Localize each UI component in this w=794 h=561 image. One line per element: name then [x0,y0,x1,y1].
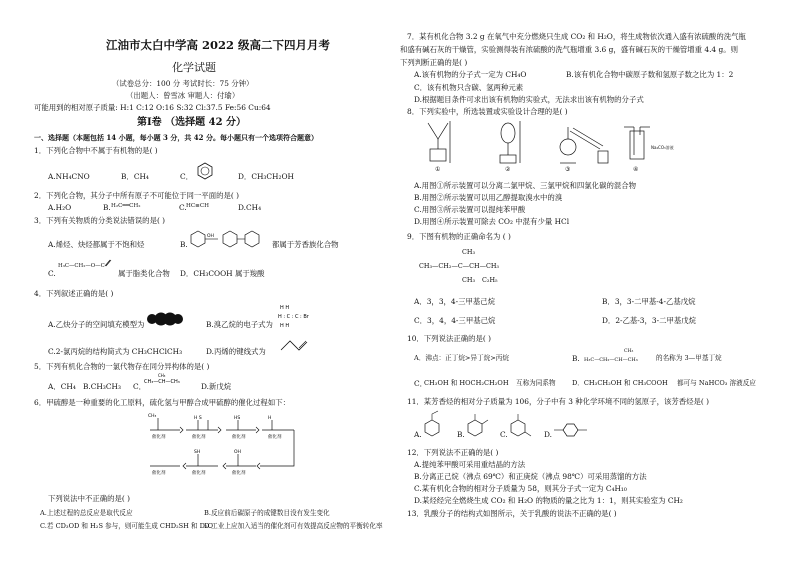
q10-c-formula: CH₃OH 和 HOCH₂CH₂OH [424,379,509,387]
propene-bond-line-icon [280,338,308,352]
q3-option-d: D．CH₃COOH 属于羧酸 [180,269,265,278]
q8-option-c: C.用图③所示装置可以提纯苯甲酸 [414,205,526,214]
q11-ethylbenzene-icon [422,410,446,438]
q12-option-b: B.分离正己烷（沸点 69℃）和正庚烷（沸点 98℃）可采用蒸馏的方法 [414,472,647,481]
part-heading: 第Ⅰ卷 （选择题 42 分） [137,117,247,128]
svg-text:H H: H H [280,323,290,329]
q2-option-a: A.H₂O [48,203,72,212]
q2-option-b: B. [103,203,111,212]
exam-title: 江油市太白中学高 2022 级高二下四月月考 [106,38,331,52]
q10-option-d: D．CH₃CH₂OH 和 CH₃COOH [572,379,668,387]
q2-stem: 2．下列化合物，其分子中所有原子不可能位于同一平面的是( ) [34,191,239,200]
q10-stem: 10．下列说法正确的是( ) [407,334,492,343]
q6-catalyst-label-1: 催化剂 [152,435,166,440]
q11-o-xylene-icon [465,410,491,438]
q2-acetylene-formula: HC≡CH [186,203,210,209]
q13-stem: 13．乳酸分子的结构式如图所示，关于乳酸的说法不正确的是( ) [407,509,617,518]
q1-option-a: A.NH₄CNO [48,172,90,181]
q3-option-a: A.烯烃、炔烃都属于不饱和烃 [48,240,145,249]
q7-stem-line1: 7．某有机化合物 3.2 g 在氧气中充分燃烧只生成 CO₂ 和 H₂O，将生成物依次通入盛有浓硫酸的洗气瓶 [407,32,746,41]
q5-option-c: C． [133,382,147,391]
subject-title: 化学试题 [172,61,216,74]
q1-option-b: B．CH₄ [121,172,149,181]
q2-option-d: D.CH₄ [238,203,262,212]
q3-option-c: C. [48,269,56,278]
exam-info: （试卷总分：100 分 考试时长：75 分钟） [112,79,254,88]
q10-option-d-tail: 都可与 NaHCO₃ 溶液反应 [677,379,756,387]
q8-label-3: ③ [565,166,571,173]
right-column [400,0,785,561]
q9-struct-main: CH₃—CH₂—C—CH—CH₃ [419,262,499,270]
q6-stem: 6．甲硫醇是一种重要的化工原料，硫化氢与甲醇合成甲硫醇的催化过程如下： [34,398,290,407]
q11-stem: 11．某芳香烃的相对分子质量为 106，分子中有 3 种化学环境不同的氢原子，该芳香烃是( ) [407,397,710,406]
q6-option-b: B.反应前后碳原子的成键数目没有发生变化 [204,509,330,517]
q1-stem: 1．下列化合物中不属于有机物的是( ) [34,146,158,155]
q10-option-b: B. [572,354,580,363]
q8-label-2: ② [505,166,511,173]
q10-b-branch: CH₃ [624,349,634,354]
q10-option-a: A．沸点：正丁烷>异丁烷>丙烷 [414,354,509,362]
q6-catalyst-label-2: 催化剂 [192,435,206,440]
q8-option-b: B.用图②所示装置可以用乙醇提取溴水中的溴 [414,193,563,202]
q6-option-a: A.上述过程的总反应是取代反应 [40,509,133,517]
q6-catalyst-label-4: 催化剂 [268,435,282,440]
q3-aromatic-structures [190,229,270,251]
q11-m-xylene-icon [508,410,534,440]
q11-p-xylene-icon [552,422,594,438]
q12-option-d: D.某烃经完全燃烧生成 CO₂ 和 H₂O 的物质的量之比为 1：1，则其实验室为 CH₂ [414,496,683,505]
q12-option-c: C.某有机化合物的相对分子质量为 58，则其分子式一定为 C₄H₁₀ [414,484,627,493]
q8-apparatus-figures [420,119,674,173]
q7-option-b: B.该有机化合物中碳原子数和氢原子数之比为 1：2 [566,70,734,79]
svg-text:H: H [268,416,272,421]
exam-authors: （出题人：曾雪冰 审题人：付瑜） [126,91,240,100]
q8-label-4: ④ [633,166,639,173]
svg-text:H S: H S [194,416,202,421]
acetylene-model-icon [146,312,184,326]
q8-label-1: ① [435,166,441,173]
q1-option-c: C． [180,172,194,181]
q3-option-c-tail: 属于脂类化合物 [118,269,170,278]
q3-ester-formula: H₃C—CH₂—O—C [58,263,105,269]
q10-option-c: C． [414,379,428,388]
q9-option-c: C．3，4，4-三甲基己烷 [414,316,496,325]
q5-option-a: A．CH₄ [48,382,76,391]
q6-catalyst-label-7: 催化剂 [232,471,246,476]
q11-option-d: D. [544,430,553,439]
q5-option-b: B.CH₃CH₃ [83,382,121,391]
q10-option-b-tail: 的名称为 3—甲基丁烷 [656,354,722,362]
svg-text:OH: OH [207,234,214,239]
q6-option-c: C.若 CD₃OD 和 H₂S 参与，则可能生成 CHD₂SH 和 D₂O [40,522,214,530]
q9-option-d: D．2-乙基-3，3-二甲基戊烷 [602,316,697,325]
q6-option-d: D.工业上应加入适当的催化剂可有效提高反应物的平衡转化率 [204,522,383,530]
svg-text:H H: H H [280,305,290,311]
q11-option-a: A. [414,430,422,439]
svg-text:OH: OH [234,450,241,455]
q9-option-b: B．3，3-二甲基-4-乙基戊烷 [602,297,696,306]
q3-option-b-tail: 都属于芳香族化合物 [272,240,339,249]
q4-option-b: B.溴乙烷的电子式为 [206,320,273,329]
q10-b-formula: H₃C—CH₂—CH—CH₃ [584,357,638,363]
q6-tail: 下列说法中不正确的是( ) [48,494,131,503]
svg-text:CH₃: CH₃ [158,373,166,378]
q6-catalyst-label-6: 催化剂 [192,471,206,476]
q8-solution-label: Na₂CO₃溶液 [651,145,674,150]
q9-struct-bottom-right: C₂H₅ [482,276,498,284]
benzene-ring-icon [196,162,214,182]
section-heading: 一、选择题（本题包括 14 小题，每小题 3 分，共 42 分。每小题只有一个选项符合题意） [34,133,318,142]
q2-option-c: C. [179,203,187,212]
q5-isobutane-structure [144,374,186,386]
q8-stem: 8．下列实验中，所选装置或实验设计合理的是( ) [407,107,568,116]
q6-catalysis-diagram [148,410,298,482]
q4-option-d: D.丙烯的键线式为 [206,347,266,356]
q7-option-a: A.该有机物的分子式一定为 CH₄O [414,70,527,79]
q6-catalyst-label-5: 催化剂 [152,471,166,476]
q3-option-b: B. [180,240,188,249]
q5-stem: 5．下列有机化合物的一氯代物存在同分异构体的是( ) [34,362,210,371]
q12-option-a: A.提纯苯甲酸可采用重结晶的方法 [414,460,526,469]
svg-text:HS: HS [234,416,241,421]
q5-option-d: D.新戊烷 [201,382,232,391]
q3-carbonyl-icon [104,258,116,268]
svg-text:CH₃: CH₃ [148,414,157,419]
q9-option-a: A．3，3，4-三甲基己烷 [414,297,496,306]
q4-option-c: C.2-氯丙烷的结构简式为 CH₃CHClCH₃ [48,347,183,356]
q7-option-c: C．该有机物只含碳、氢两种元素 [414,83,524,92]
q8-option-a: A.用图①所示装置可以分离二氯甲烷、三氯甲烷和四氯化碳的混合物 [414,181,637,190]
atomic-masses: 可能用到的相对原子质量: H:1 C:12 O:16 S:32 Cl:37.5 Fe:56 Cu:64 [34,103,271,112]
q7-stem-line3: 下列判断正确的是( ) [400,58,468,67]
q10-option-c-tail: 互称为同系物 [516,379,556,387]
q9-struct-bottom-left: CH₃ [462,276,476,284]
q2-ethylene-formula: H₂C══CH₂ [111,203,141,209]
q7-option-d: D.根据题目条件可求出该有机物的实验式，无法求出该有机物的分子式 [414,95,644,104]
q4-option-a: A.乙炔分子的空间填充模型为 [48,320,145,329]
q4-stem: 4．下列叙述正确的是( ) [34,289,114,298]
left-column [0,0,385,561]
bromoethane-electron-formula [278,303,312,331]
q9-struct-top: CH₃ [462,248,476,256]
q11-option-b: B. [457,430,465,439]
q6-catalyst-label-3: 催化剂 [232,435,246,440]
q12-stem: 12．下列说法不正确的是( ) [407,448,499,457]
svg-text:CH₃—CH—CH₃: CH₃—CH—CH₃ [144,379,180,385]
q11-option-c: C. [500,430,508,439]
q8-option-d: D.用图④所示装置可除去 CO₂ 中混有少量 HCl [414,217,570,226]
q3-stem: 3．下列有关物质的分类说法错误的是( ) [34,216,166,225]
q1-option-d: D．CH₃CH₂OH [238,172,294,181]
q7-stem-line2: 和盛有碱石灰的干燥管，实验测得装有浓硫酸的洗气瓶增重 3.6 g，盛有碱石灰的干燥管增重 4.4 g。则 [400,45,738,54]
q9-stem: 9．下图有机物的正确命名为 ( ) [407,232,511,241]
svg-text:H : C : C : Br: H : C : C : Br [278,314,309,320]
svg-text:SH: SH [194,450,201,455]
